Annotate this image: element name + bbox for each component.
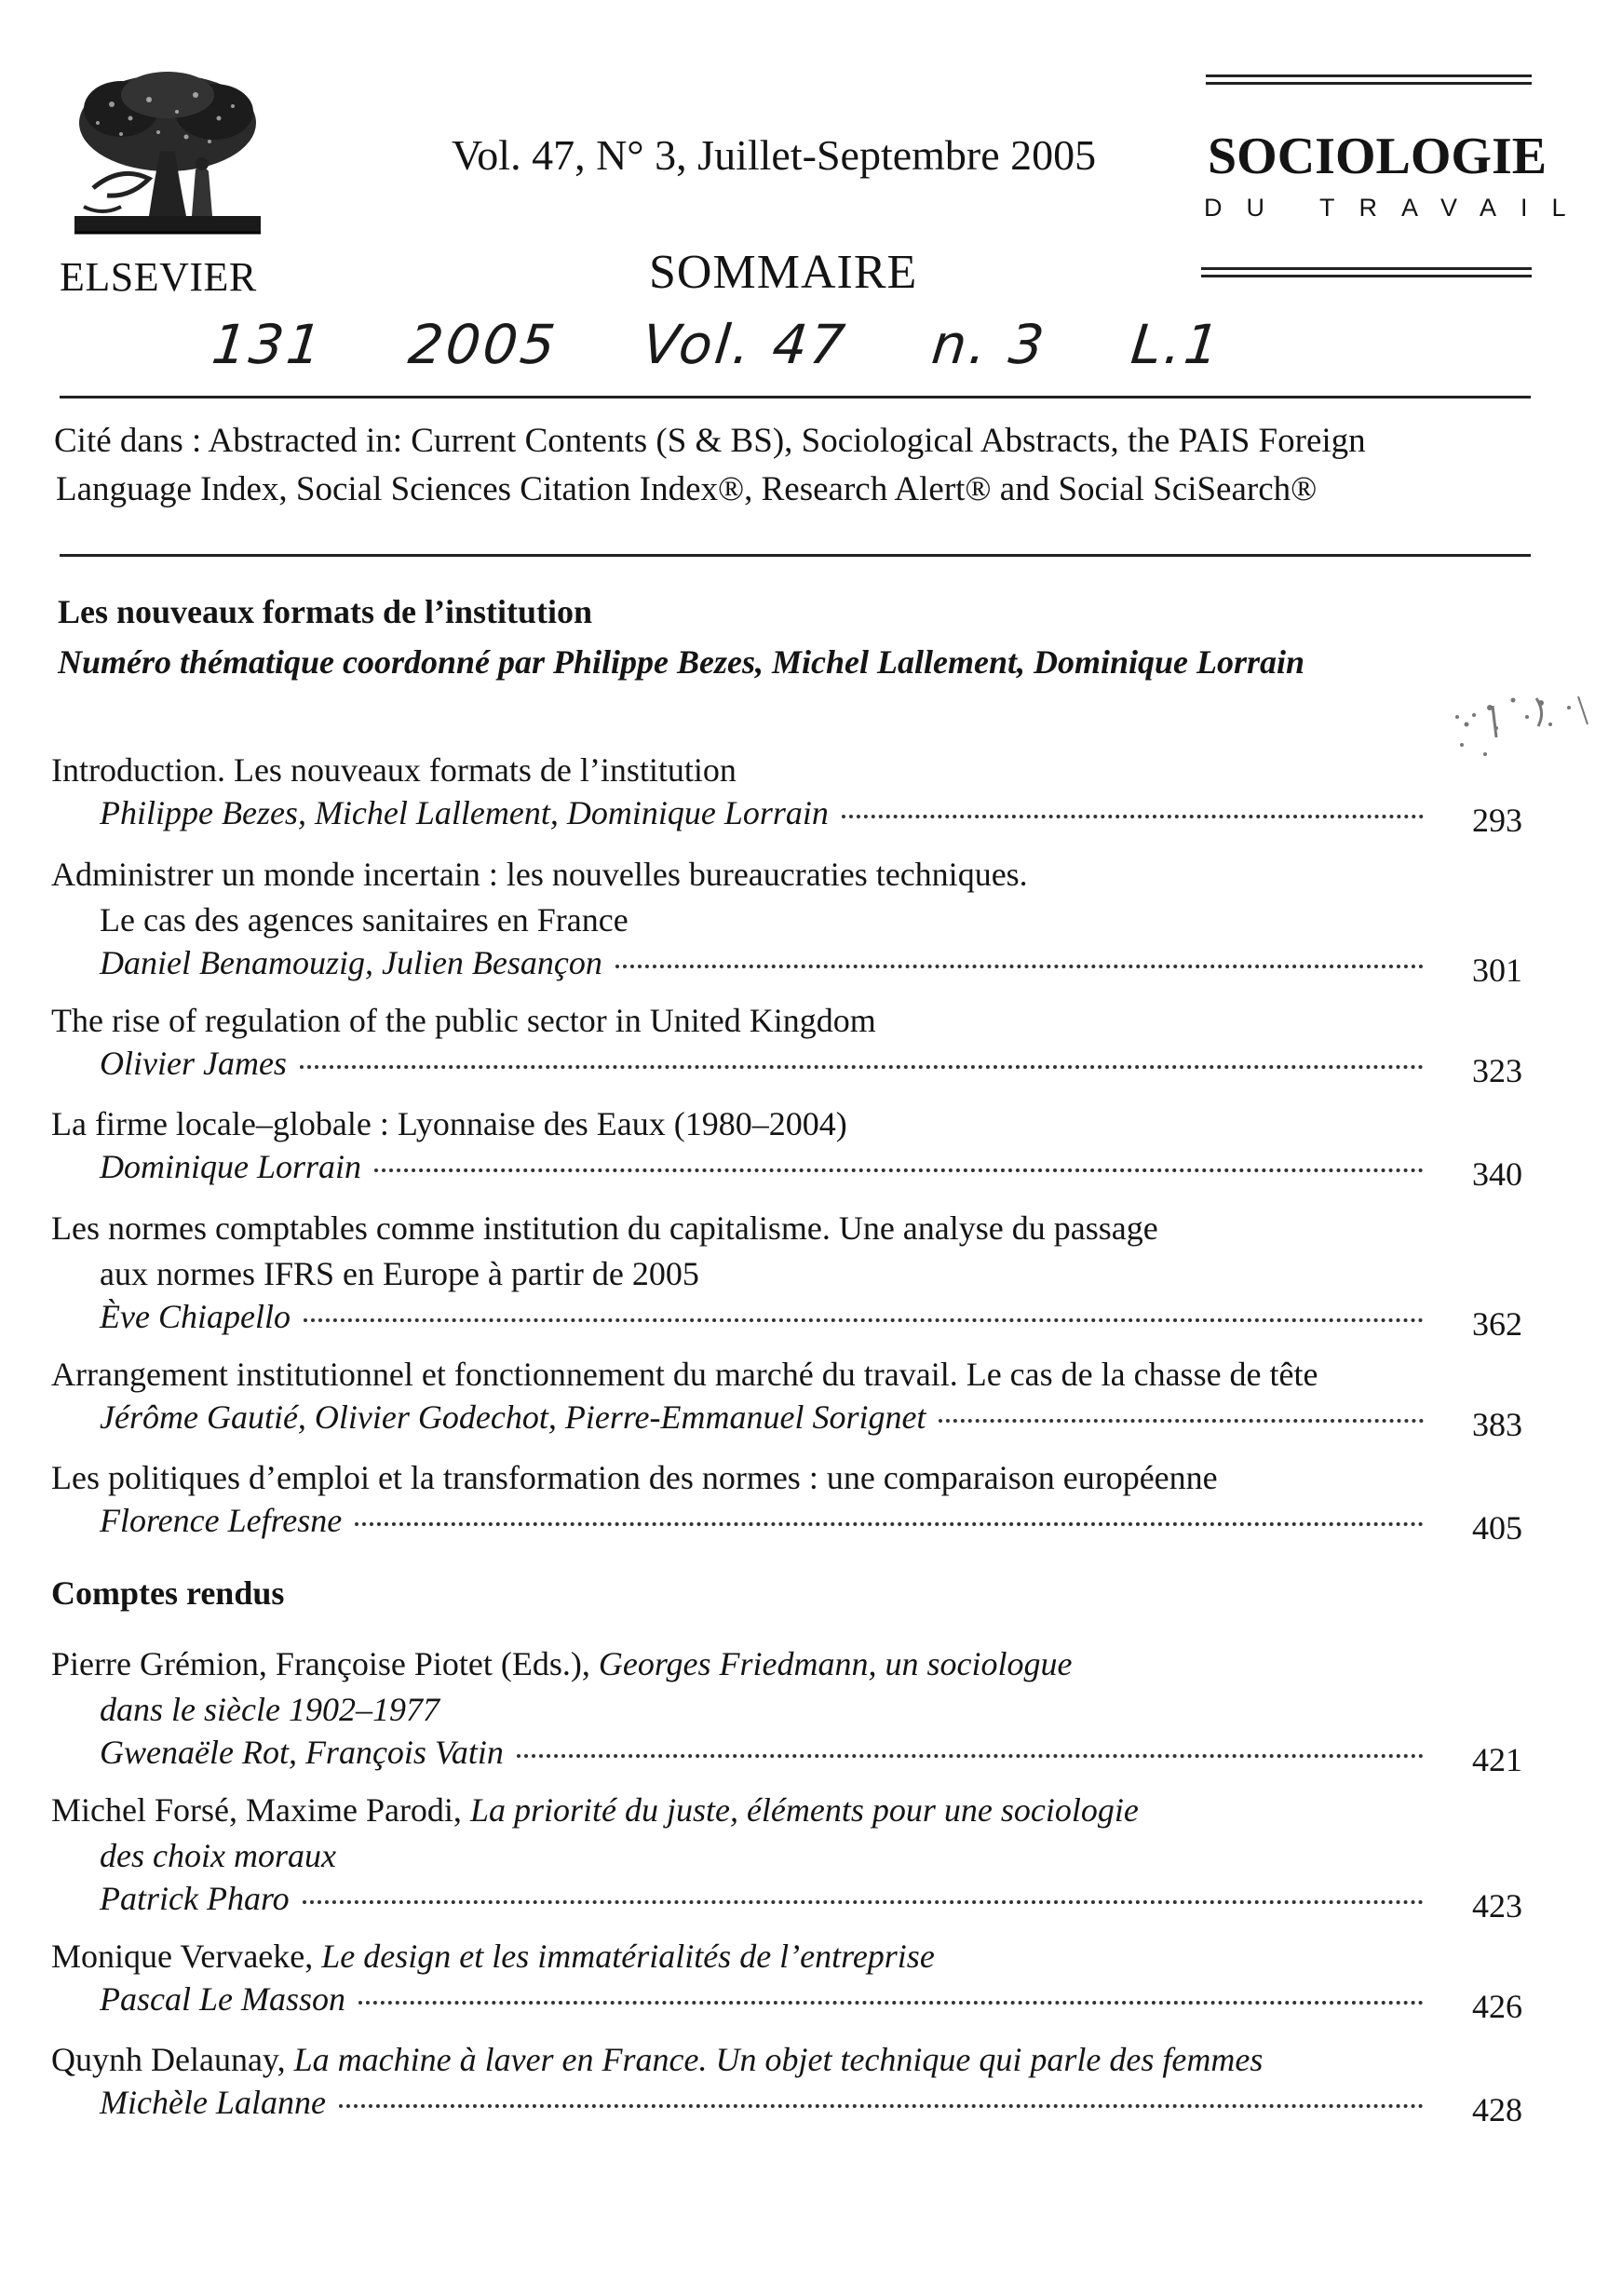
dot-leader (939, 1419, 1424, 1423)
page-number: 383 (1472, 1406, 1522, 1443)
publisher-name: ELSEVIER (60, 254, 257, 300)
review-book-authors: Pierre Grémion, Françoise Piotet (Eds.), (51, 1645, 599, 1682)
page-number: 428 (1472, 2091, 1522, 2128)
section-subtitle-themed: Numéro thématique coordonné par Philippe Bezes, Michel Lallement, Dominique Lorrain (58, 643, 1305, 681)
dot-leader (300, 1065, 1424, 1069)
divider-top (60, 396, 1531, 398)
toc-entry[interactable] (51, 748, 1522, 842)
toc-entry[interactable] (51, 998, 1522, 1092)
section-title-themed: Les nouveaux formats de l’institution (58, 593, 593, 630)
divider-bottom (60, 554, 1531, 557)
review-book-authors: Monique Vervaeke, (51, 1938, 322, 1975)
review-book-line (51, 2037, 1522, 2083)
article-title-continued: aux normes IFRS en Europe à partir de 2005 (100, 1255, 699, 1292)
section-title-reviews: Comptes rendus (51, 1574, 285, 1612)
page-number: 426 (1472, 1988, 1522, 2025)
toc-entry[interactable] (51, 1101, 1522, 1195)
dot-leader (304, 1318, 1424, 1322)
dot-leader (517, 1754, 1424, 1758)
page-number: 423 (1472, 1887, 1522, 1925)
dot-leader (374, 1168, 1424, 1172)
journal-subtitle: DU TRAVAIL (1204, 194, 1590, 222)
page-number: 301 (1472, 952, 1522, 989)
dot-leader (303, 1900, 1424, 1904)
toc-entry[interactable] (51, 1352, 1522, 1446)
page-number: 421 (1472, 1741, 1522, 1778)
review-book-title: Georges Friedmann, un sociologue (598, 1645, 1073, 1682)
dot-leader (358, 2001, 1424, 2005)
handwritten-year: 2005 (405, 313, 561, 376)
reviewer: Patrick Pharo (100, 1880, 290, 1917)
article-title: Administrer un monde incertain : les nouvelles bureaucraties techniques. (51, 856, 1028, 893)
article-title: La firme locale–globale : Lyonnaise des Eaux (1980–2004) (51, 1105, 847, 1142)
handwritten-number: n. 3 (928, 313, 1050, 376)
elsevier-tree-logo (56, 67, 279, 253)
dot-leader (842, 815, 1424, 818)
reviewer: Michèle Lalanne (100, 2084, 326, 2121)
article-authors: Philippe Bezes, Michel Lallement, Dominique Lorrain (100, 794, 829, 831)
handwritten-shelf: 131 (209, 313, 328, 376)
review-book-authors: Michel Forsé, Maxime Parodi, (51, 1791, 470, 1829)
page-heading: SOMMAIRE (649, 246, 918, 299)
article-title: Les normes comptables comme institution du capitalisme. Une analyse du passage (51, 1209, 1158, 1247)
dot-leader (615, 965, 1424, 968)
article-title: Arrangement institutionnel et fonctionnement du marché du travail. Le cas de la chasse de tête (51, 1356, 1318, 1393)
reviewer: Pascal Le Masson (100, 1980, 345, 2018)
toc-entry-review[interactable] (51, 1641, 1522, 1781)
toc-entry[interactable] (51, 1206, 1522, 1345)
reviewer: Gwenaële Rot, François Vatin (100, 1734, 504, 1771)
title-rule-bottom (1201, 267, 1532, 277)
page-number: 323 (1472, 1052, 1522, 1089)
handwritten-volume: Vol. 47 (639, 313, 851, 376)
title-rule-top (1206, 74, 1532, 85)
review-book-line (51, 1641, 1522, 1687)
review-book-title: Le design et les immatérialités de l’entreprise (321, 1938, 935, 1975)
review-book-authors: Quynh Delaunay, (51, 2041, 294, 2078)
article-title: The rise of regulation of the public sector in United Kingdom (51, 1002, 876, 1039)
page-number: 340 (1472, 1155, 1522, 1193)
handwritten-location: L.1 (1128, 313, 1225, 376)
toc-entry[interactable] (51, 852, 1522, 992)
page-number: 362 (1472, 1305, 1522, 1343)
review-book-title-continued: dans le siècle 1902–1977 (100, 1691, 439, 1728)
review-book-line (51, 1934, 1522, 1979)
article-authors: Dominique Lorrain (100, 1148, 362, 1185)
article-title: Les politiques d’emploi et la transformation des normes : une comparaison européenne (51, 1459, 1218, 1496)
page-number: 293 (1472, 802, 1522, 839)
toc-entry-review[interactable] (51, 2037, 1522, 2131)
article-authors: Ève Chiapello (100, 1298, 291, 1335)
article-authors: Olivier James (100, 1045, 287, 1082)
toc-entry[interactable] (51, 1455, 1522, 1549)
article-authors: Jérôme Gautié, Olivier Godechot, Pierre-Emmanuel Sorignet (100, 1398, 926, 1436)
page-number: 405 (1472, 1509, 1522, 1546)
article-title: Introduction. Les nouveaux formats de l’institution (51, 751, 737, 789)
dot-leader (339, 2104, 1424, 2108)
review-book-title: La priorité du juste, éléments pour une sociologie (469, 1791, 1139, 1829)
dot-leader (355, 1522, 1424, 1526)
toc-entry-review[interactable] (51, 1934, 1522, 2028)
article-authors: Florence Lefresne (100, 1502, 343, 1539)
scan-stamp-mark (1439, 680, 1597, 782)
review-book-line (51, 1788, 1522, 1833)
article-authors: Daniel Benamouzig, Julien Besançon (100, 944, 602, 981)
toc-entry-review[interactable] (51, 1788, 1522, 1927)
journal-title: SOCIOLOGIE (1208, 128, 1548, 185)
abstracted-line-2: Language Index, Social Sciences Citation Index®, Research Alert® and Social SciSearch® (56, 470, 1318, 508)
review-book-title: La machine à laver en France. Un objet technique qui parle des femmes (293, 2041, 1264, 2078)
abstracted-in-notice (54, 417, 1544, 514)
issue-info: Vol. 47, N° 3, Juillet-Septembre 2005 (452, 131, 1097, 179)
review-book-title-continued: des choix moraux (100, 1837, 336, 1874)
article-title-continued: Le cas des agences sanitaires en France (100, 901, 629, 939)
abstracted-line-1: Cité dans : Abstracted in: Current Contents (S & BS), Sociological Abstracts, the PAIS Foreign (54, 422, 1366, 460)
handwritten-annotation (209, 313, 1290, 376)
